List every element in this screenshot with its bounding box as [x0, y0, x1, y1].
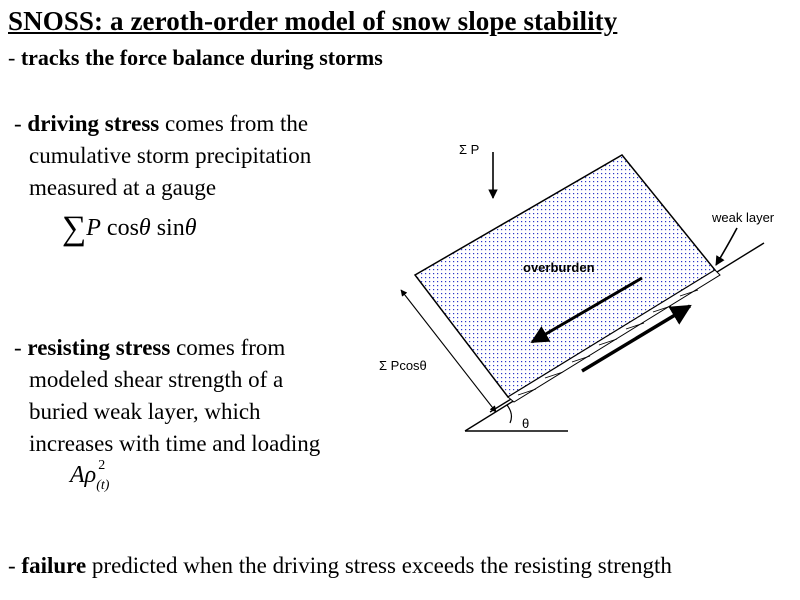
- theta-label: θ: [522, 416, 530, 431]
- formula-superscript: 2: [98, 458, 106, 473]
- slope-diagram: [370, 130, 800, 440]
- resisting-formula: [70, 458, 112, 493]
- resisting-line1: comes from: [170, 335, 286, 360]
- resisting-stress-bullet: [14, 332, 320, 460]
- driving-stress-bullet: [14, 108, 311, 204]
- driving-bold: driving stress: [27, 111, 160, 136]
- resisting-line2: modeled shear strength of a: [29, 367, 284, 392]
- formula-a: A: [70, 462, 85, 488]
- failure-dash: -: [8, 553, 22, 578]
- weak-layer-label: weak layer: [712, 210, 775, 225]
- formula-theta-1: θ: [138, 215, 151, 241]
- slide-subtitle: [8, 45, 383, 71]
- formula-p: P: [86, 215, 101, 241]
- failure-bullet: [8, 553, 672, 579]
- overburden-block: [415, 155, 715, 397]
- resisting-dash: -: [14, 335, 28, 360]
- formula-cos: cos: [100, 215, 139, 241]
- resisting-line4: increases with time and loading: [29, 431, 321, 456]
- sigma-p-label: Σ P: [459, 142, 480, 157]
- failure-rest: predicted when the driving stress exceeds the resisting strength: [86, 553, 672, 578]
- driving-dash: -: [14, 111, 28, 136]
- failure-bold: failure: [21, 553, 87, 578]
- slide-title: SNOSS: a zeroth-order model of snow slope stability: [8, 6, 618, 36]
- formula-subscript: (t): [96, 478, 110, 493]
- resisting-line3: buried weak layer, which: [29, 399, 261, 424]
- theta-arc: [507, 405, 511, 423]
- resisting-bold: resisting stress: [27, 335, 171, 360]
- formula-theta-2: θ: [184, 215, 197, 241]
- driving-line3: measured at a gauge: [29, 175, 217, 200]
- sum-symbol: ∑: [62, 210, 87, 247]
- driving-line1: comes from the: [159, 111, 309, 136]
- weak-layer-pointer: [716, 228, 737, 265]
- subtitle-text: tracks the force balance during storms: [20, 45, 383, 70]
- driving-line2: cumulative storm precipitation: [29, 143, 312, 168]
- sigma-pcos-label: Σ Pcosθ: [379, 358, 427, 373]
- driving-formula: [62, 210, 197, 248]
- formula-sin: sin: [150, 215, 185, 241]
- formula-rho: ρ: [84, 462, 97, 488]
- subtitle-dash: -: [8, 45, 21, 70]
- overburden-label: overburden: [523, 260, 595, 275]
